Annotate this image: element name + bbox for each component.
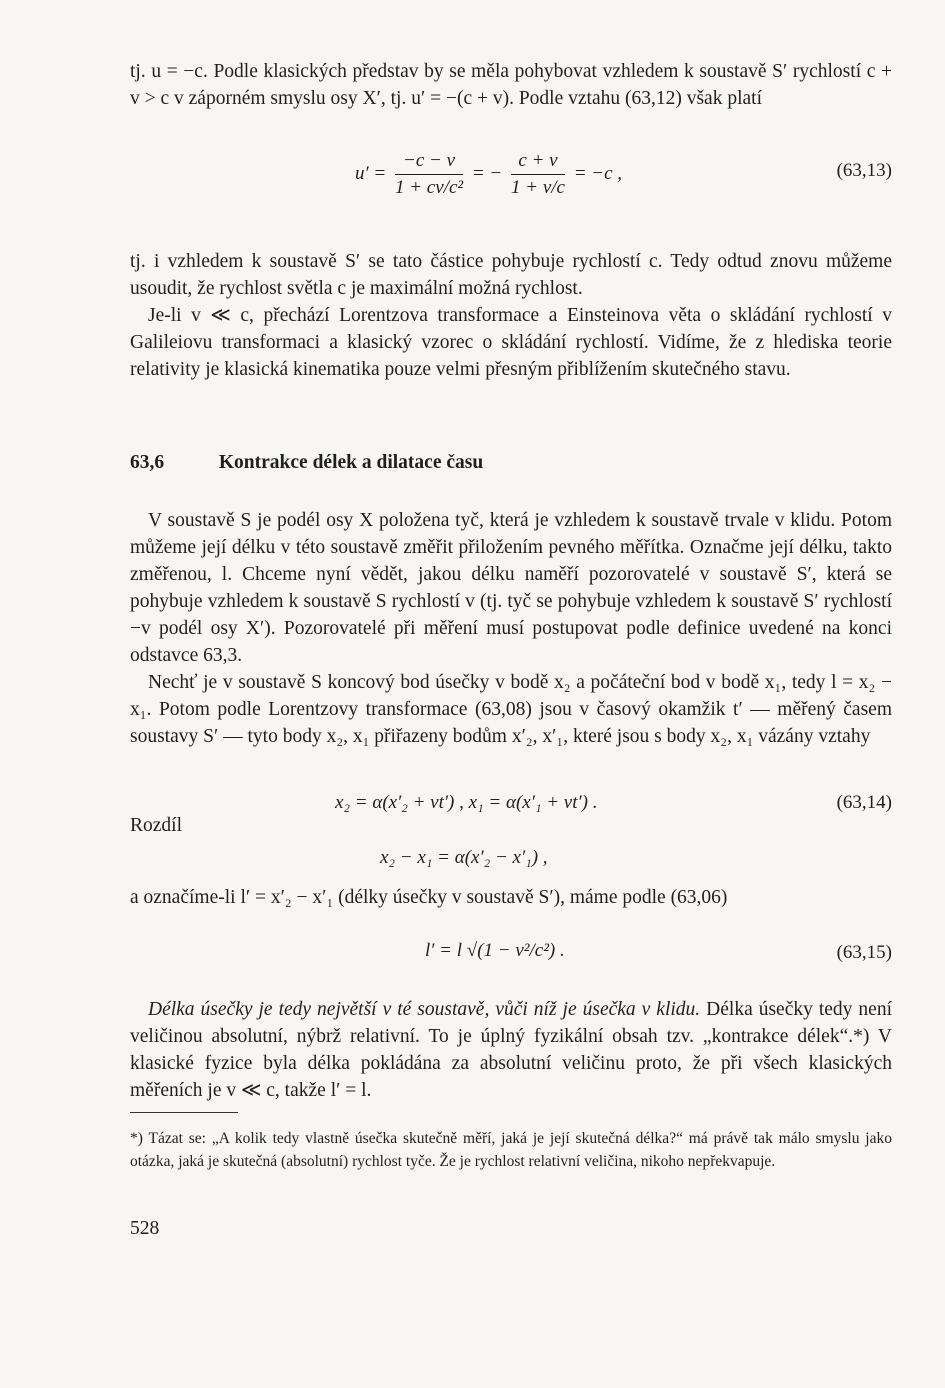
italic-statement: Délka úsečky je tedy největší v té soustavě, vůči níž je úsečka v klidu. bbox=[148, 999, 701, 1020]
equation-63-15 bbox=[130, 938, 892, 978]
paragraph-intro bbox=[130, 58, 892, 112]
fraction-numerator: −c − v bbox=[395, 150, 463, 175]
section-heading bbox=[130, 452, 483, 474]
equation-number: (63,14) bbox=[836, 792, 892, 813]
paragraph-define-lprime bbox=[130, 884, 892, 911]
paragraph-rod bbox=[130, 507, 892, 750]
paragraph-rest: Délka úsečky tedy není veličinou absolutní, nýbrž relativní. To je úplný fyzikální obsah tzv. „kontrakce délek“.*) V klasické fyzice byla délka pokládána za absolutní veličinu proto, že při všech klasických měřeních je v ≪ c, takže l′ = l. bbox=[130, 999, 892, 1101]
eq-mid: = − bbox=[471, 162, 503, 184]
paragraph-text bbox=[130, 996, 892, 1104]
text-rozdil: Rozdíl bbox=[130, 815, 182, 836]
paragraph-text: tj. u = −c. Podle klasických představ by se měla pohybovat vzhledem k soustavě S′ rychlostí c + v > c v záporném smyslu osy X′, tj. u′ = −(c + v). Podle vztahu (63,12) však platí bbox=[130, 61, 892, 109]
paragraph-length-contraction bbox=[130, 996, 892, 1104]
paragraph-text: tj. i vzhledem k soustavě S′ se tato částice pohybuje rychlostí c. Tedy odtud znovu můžeme usoudit, že rychlost světla c je maximální možná rychlost. bbox=[130, 251, 892, 299]
section-title: Kontrakce délek a dilatace času bbox=[218, 452, 484, 473]
footnote-divider bbox=[130, 1112, 238, 1113]
fraction-2 bbox=[511, 150, 565, 199]
equation-body: l′ = l √(1 − v²/c²) . bbox=[425, 940, 565, 961]
eq-lhs: u′ = bbox=[355, 162, 387, 184]
fraction-denominator: 1 + cv/c² bbox=[394, 177, 464, 198]
fraction-1 bbox=[395, 150, 463, 199]
section-number: 63,6 bbox=[130, 452, 165, 473]
fraction-numerator: c + v bbox=[511, 150, 565, 175]
equation-number: (63,15) bbox=[836, 942, 892, 963]
equation-63-14 bbox=[130, 792, 892, 832]
fraction-denominator: 1 + v/c bbox=[511, 177, 565, 198]
paragraph-text: Je-li v ≪ c, přechází Lorentzova transformace a Einsteinova věta o skládání rychlostí v Galileiovu transformaci a klasický vzorec o skládání rychlostí. Vidíme, že z hlediska teorie relativity je klasická kinematika pouze velmi přesným přiblížením skutečného stavu. bbox=[130, 305, 892, 380]
equation-number: (63,13) bbox=[836, 160, 892, 181]
page-number: 528 bbox=[130, 1218, 160, 1239]
equation-difference bbox=[130, 847, 892, 887]
equation-body bbox=[355, 150, 622, 199]
equation-body: x₂ = α(x′₂ + vt′) , x₁ = α(x′₁ + vt′) . bbox=[335, 792, 598, 813]
eq-rhs: = −c , bbox=[573, 162, 623, 184]
footnote: *) Tázat se: „A kolik tedy vlastně úsečka skutečně měří, jaká je její skutečná délka?“ má právě tak málo smyslu jako otázka, jaká je skutečná (absolutní) rychlost tyče. Že je rychlost relativní veličina, nikoho nepřekvapuje. bbox=[130, 1130, 892, 1170]
paragraph-text: a označíme-li l′ = x′₂ − x′₁ (délky úsečky v soustavě S′), máme podle (63,06) bbox=[130, 887, 728, 908]
paragraph-text: V soustavě S je podél osy X položena tyč, která je vzhledem k soustavě trvale v klidu. Potom můžeme její délku v této soustavě změřit přiložením pevného měřítka. Označme její délku, takto změřenou, l. Chceme nyní vědět, jakou délku naměří pozorovatelé v soustavě S′, která se pohybuje vzhledem k soustavě S rychlostí v (tj. tyč se pohybuje vzhledem k soustavě S′ rychlostí −v podél osy X′). Pozorovatelé při měření musí postupovat podle definice uvedené na konci odstavce 63,3. bbox=[130, 510, 892, 666]
equation-63-13 bbox=[130, 146, 892, 226]
paragraph-conclusion bbox=[130, 248, 892, 383]
equation-body: x₂ − x₁ = α(x′₂ − x′₁) , bbox=[380, 847, 548, 868]
paragraph-text: Nechť je v soustavě S koncový bod úsečky v bodě x₂ a počáteční bod v bodě x₁, tedy l = x₂ − x₁. Potom podle Lorentzovy transformace (63,08) jsou v časový okamžik t′ — měřený časem soustavy S′ — tyto body x₂, x₁ přiřazeny bodům x′₂, x′₁, které jsou s body x₂, x₁ vázány vztahy bbox=[130, 672, 892, 747]
